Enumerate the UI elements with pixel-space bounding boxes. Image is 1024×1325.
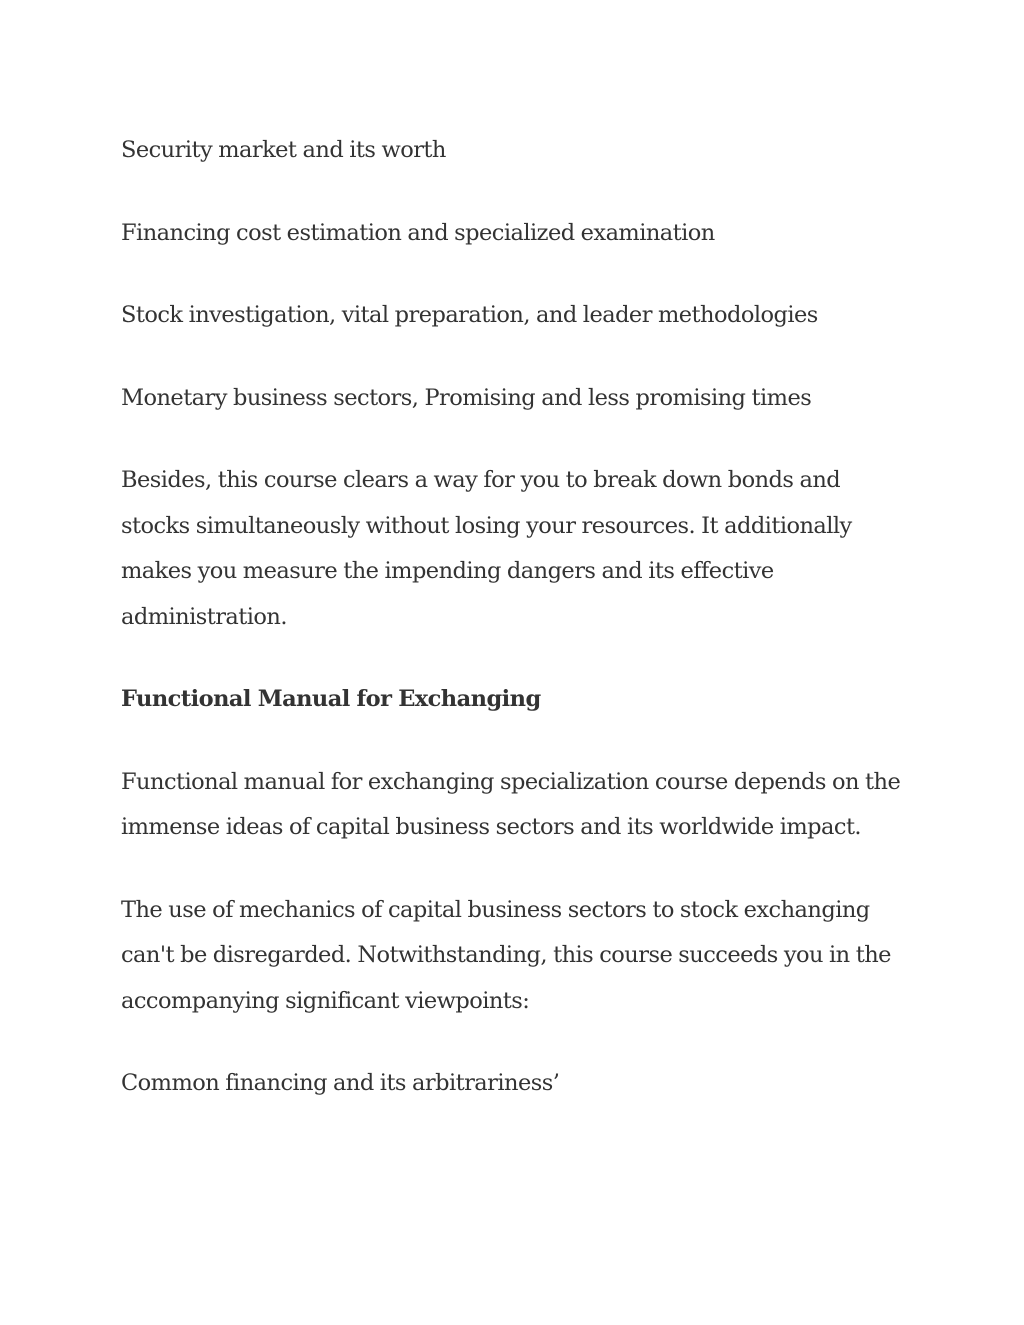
paragraph-besides: Besides, this course clears a way for you to break down bonds and stocks simultaneously without losing your resources. It additionally makes you measure the impending dangers and its effective administration. — [121, 467, 852, 630]
list-item-security-market: Security market and its worth — [121, 137, 446, 163]
list-item-common-financing: Common financing and its arbitrariness’ — [121, 1070, 560, 1096]
list-item-financing-cost: Financing cost estimation and specialized examination — [121, 219, 715, 246]
document-body — [121, 128, 911, 1144]
paragraph-functional-manual: Functional manual for exchanging specialization course depends on the immense ideas of capital business sectors and its worldwide impact. — [121, 768, 901, 840]
list-item-stock-investigation: Stock investigation, vital preparation, and leader methodologies — [121, 302, 818, 328]
paragraph-mechanics: The use of mechanics of capital business sectors to stock exchanging can't be disregarded. Notwithstanding, this course succeeds you in the accompanying significant viewpoints: — [121, 896, 891, 1014]
section-heading: Functional Manual for Exchanging — [121, 686, 541, 712]
list-item-monetary-sectors: Monetary business sectors, Promising and less promising times — [121, 384, 812, 411]
